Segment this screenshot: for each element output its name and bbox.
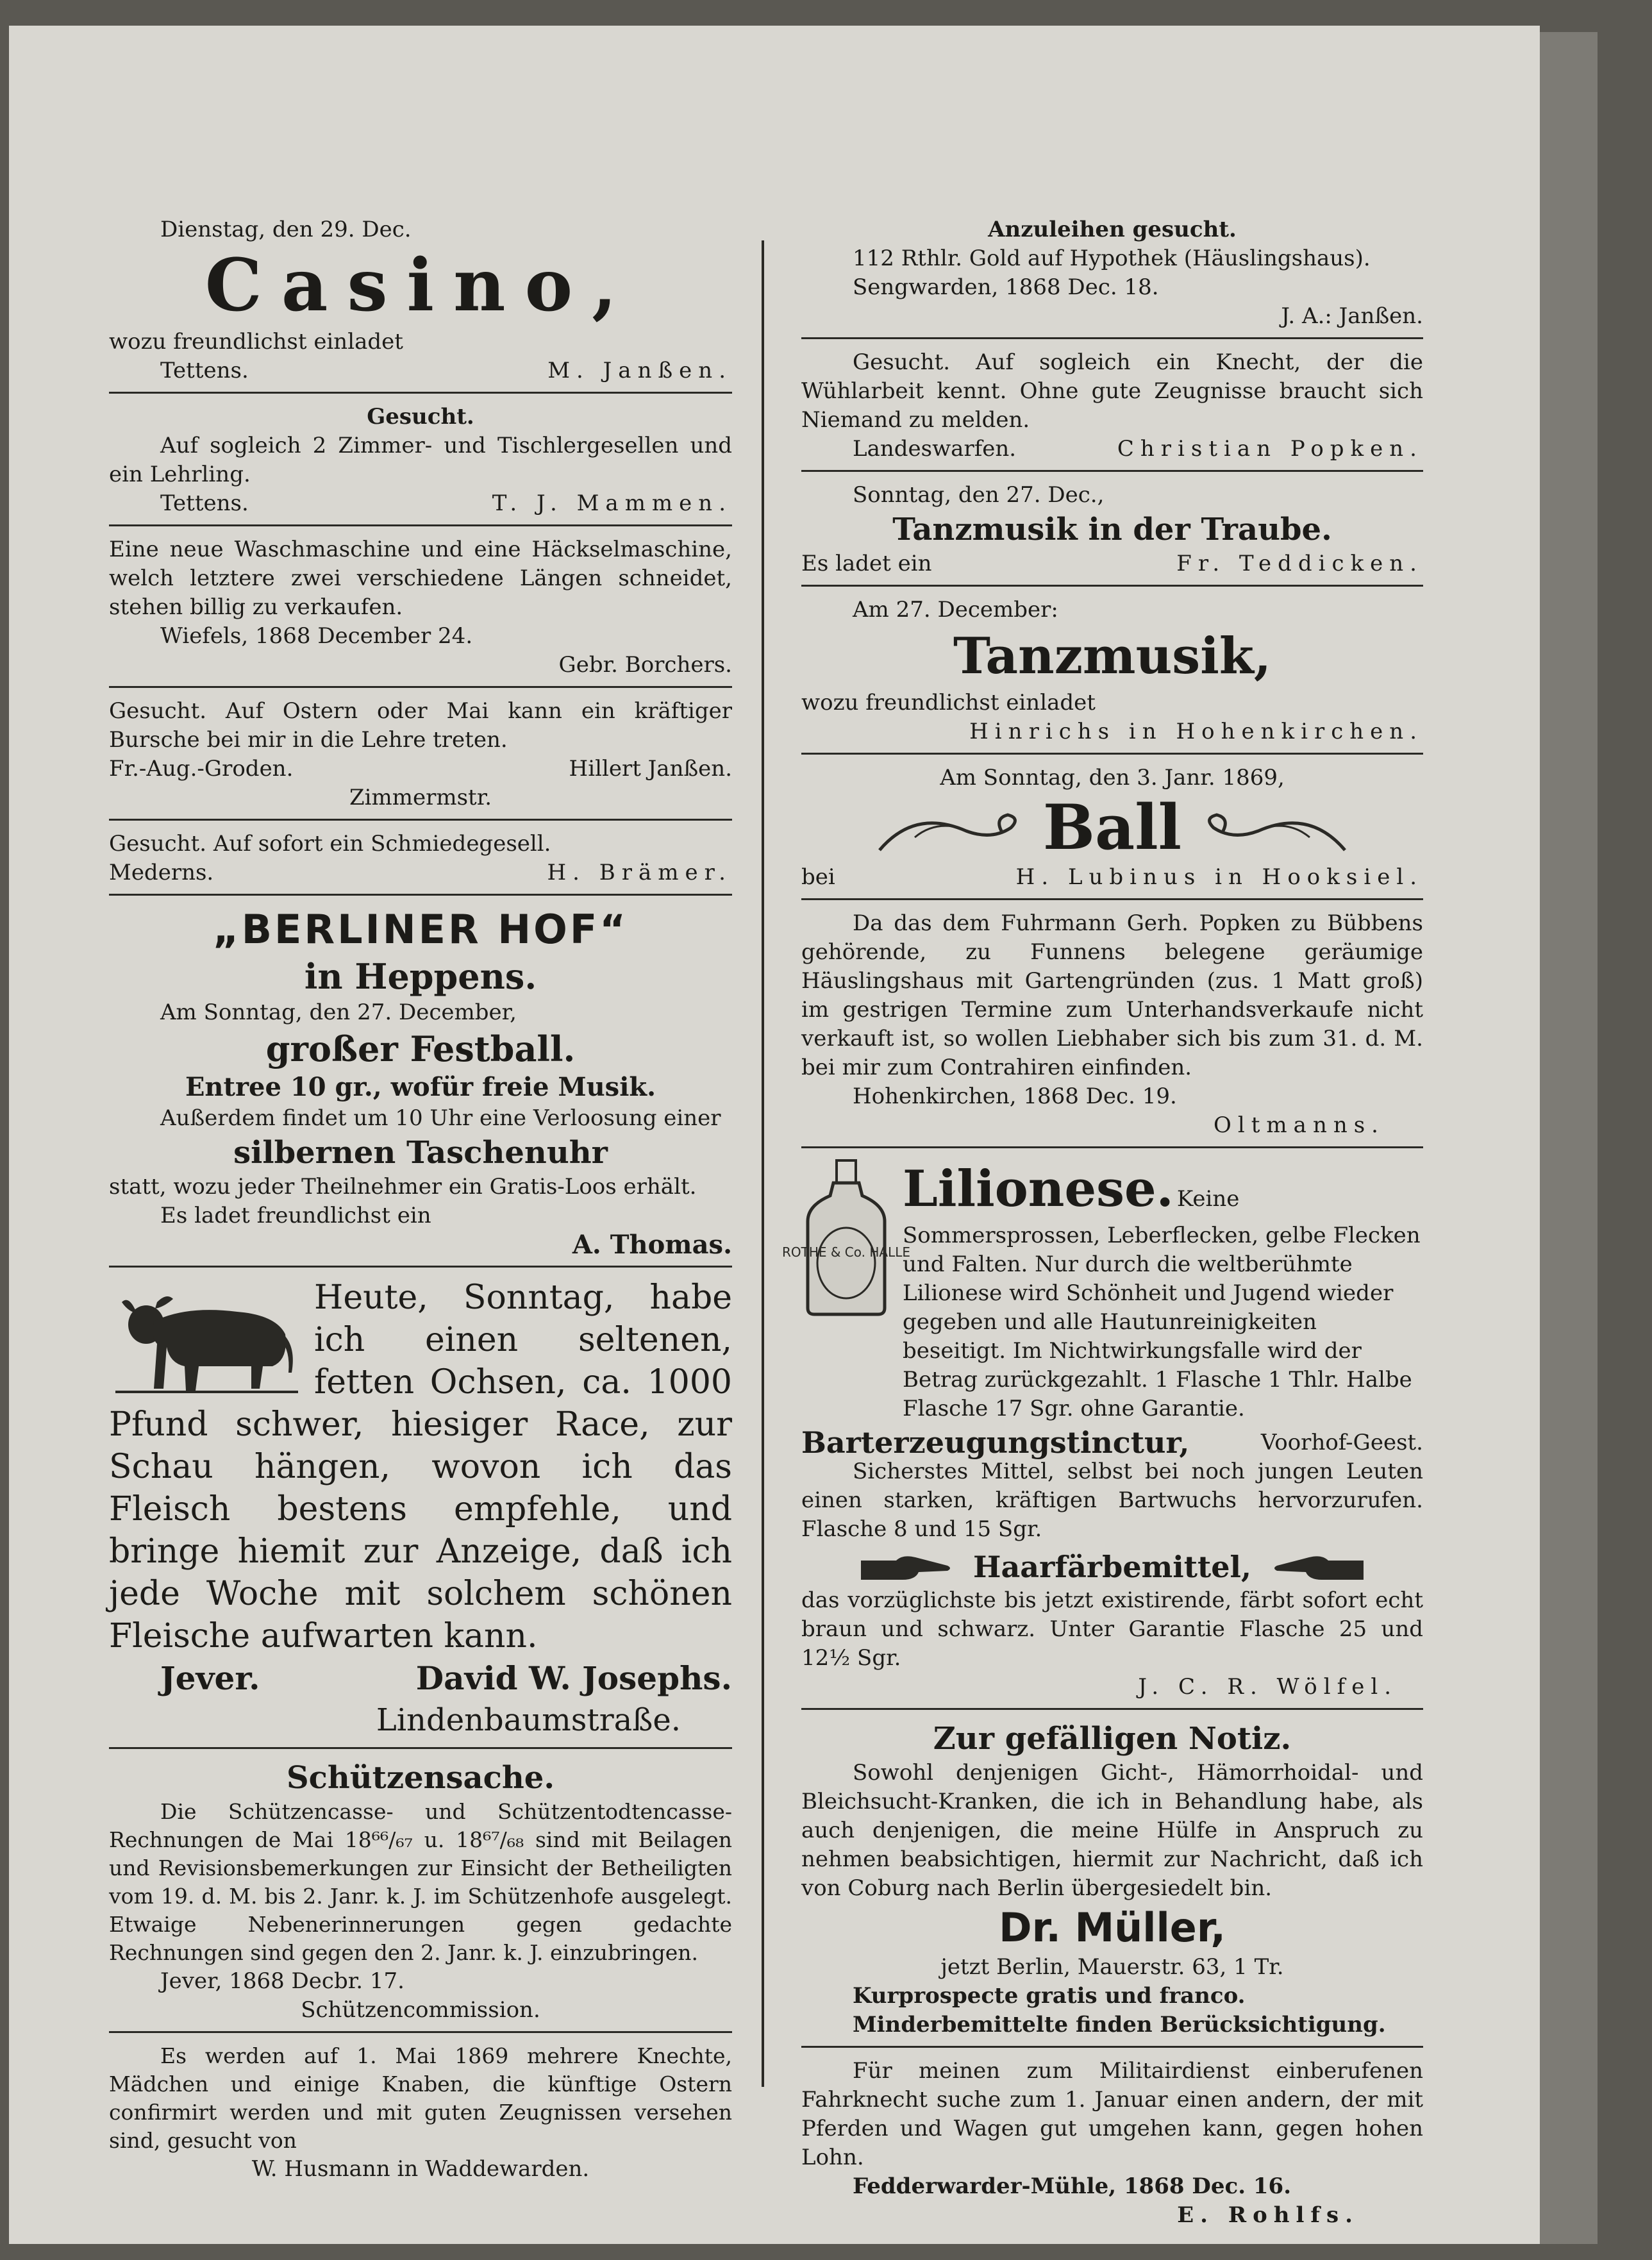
gesucht3-text: Gesucht. Auf sofort ein Schmiedegesell. <box>109 831 551 857</box>
pointing-hand-right-icon <box>858 1548 954 1586</box>
mueller-name: Dr. Müller, <box>999 1904 1226 1951</box>
anzuleihen-title: Anzuleihen gesucht. <box>988 217 1237 242</box>
ball-title: Ball <box>1042 791 1182 864</box>
lilionese-text: Keine Sommersprossen, Leberflecken, gelbe Flecken und Falten. Nur durch die weltberühmte Lilionese wird Schönheit und Jugend wieder gegeben und alle Hautunreinigkeiten beseitigt. Im Nichtwirkungsfalle wird der Betrag zurückgezahlt. 1 Flasche 1 Thlr. Halbe Flasche 17 Sgr. ohne Garantie. <box>903 1186 1421 1421</box>
tanzmusik-invite: wozu freundlichst einladet <box>801 690 1096 716</box>
ball-date: Am Sonntag, den 3. Janr. 1869, <box>940 765 1285 791</box>
pointing-hand-left-icon <box>1271 1548 1367 1586</box>
haeuslingshaus-dateline: Hohenkirchen, 1868 Dec. 19. <box>853 1084 1177 1109</box>
berliner-hof-subtitle: in Heppens. <box>304 956 537 997</box>
bart-text: Sicherstes Mittel, selbst bei noch jungen Leuten einen starken, kräftigen Bartwuchs hervorzurufen. Flasche 8 und 15 Sgr. <box>801 1459 1423 1542</box>
gesucht2-name: Hillert Janßen. <box>569 756 732 782</box>
ball-name: H. Lubinus in Hooksiel. <box>1015 864 1423 890</box>
anzuleihen-name: J. A.: Janßen. <box>1281 303 1423 329</box>
waschmaschine-name: Gebr. Borchers. <box>558 652 732 678</box>
traube-title: Tanzmusik in der Traube. <box>892 512 1332 548</box>
lilionese-name: J. C. R. Wölfel. <box>1138 1674 1398 1700</box>
mueller-address: jetzt Berlin, Mauerstr. 63, 1 Tr. <box>940 1954 1284 1980</box>
casino-title: Casino, <box>204 244 637 328</box>
fahrknecht-dateline: Fedderwarder-Mühle, 1868 Dec. 16. <box>853 2173 1292 2199</box>
gesucht1-ad <box>109 399 732 526</box>
gesucht1-text: Auf sogleich 2 Zimmer- und Tischlergesellen und ein Lehrling. <box>109 433 732 487</box>
ox-illustration <box>109 1276 301 1398</box>
ochsen-place: Jever. <box>160 1659 260 1697</box>
tanzmusik-title: Tanzmusik, <box>953 627 1272 685</box>
flourish-left-icon <box>876 802 1024 853</box>
gesucht2-text: Gesucht. Auf Ostern oder Mai kann ein kräftiger Bursche bei mir in die Lehre treten. <box>109 698 732 753</box>
berliner-hof-ad <box>109 901 732 1268</box>
haar-text: das vorzüglichste bis jetzt existirende, färbt sofort echt braun und schwarz. Unter Garantie Flasche 25 und 12½ Sgr. <box>801 1587 1423 1671</box>
berliner-hof-title: „BERLINER HOF“ <box>213 906 628 953</box>
anzuleihen-text: 112 Rthlr. Gold auf Hypothek (Häuslingshaus). <box>853 246 1371 271</box>
gesucht1-title: Gesucht. <box>367 404 474 430</box>
page-edge <box>1540 32 1598 2244</box>
berliner-hof-date: Am Sonntag, den 27. December, <box>160 1000 517 1025</box>
schuetzen-ad <box>109 1754 732 2033</box>
bottle-label: ROTHE & Co. HALLE <box>781 1244 911 1260</box>
gesucht3-name: H. Brämer. <box>547 860 732 885</box>
traube-ad <box>801 477 1423 587</box>
knechte-name: W. Husmann in Waddewarden. <box>251 2156 590 2182</box>
berliner-hof-event: großer Festball. <box>265 1028 576 1069</box>
berliner-hof-entree: Entree 10 gr., wofür freie Musik. <box>185 1072 656 1102</box>
mueller-line1: Kurprospecte gratis und franco. <box>853 1983 1246 2009</box>
ochsen-street: Lindenbaumstraße. <box>376 1702 681 1738</box>
schuetzen-title: Schützensache. <box>286 1760 555 1796</box>
knecht-place: Landeswarfen. <box>853 436 1017 462</box>
fahrknecht-text: Für meinen zum Militairdienst einberufenen Fahrknecht suche zum 1. Januar einen andern, der mit Pferden und Wagen gut umgehen kann, gegen hohen Lohn. <box>801 2058 1423 2170</box>
knecht-ad <box>801 344 1423 472</box>
mueller-line2: Minderbemittelte finden Berücksichtigung. <box>853 2012 1386 2038</box>
casino-place: Tettens. <box>160 358 249 383</box>
tanzmusik-ad <box>801 592 1423 755</box>
mueller-title: Zur gefälligen Notiz. <box>933 1721 1292 1757</box>
waschmaschine-ad <box>109 532 732 688</box>
gesucht1-name: T. J. Mammen. <box>492 490 732 516</box>
bottle-illustration <box>781 1157 911 1318</box>
knecht-name: Christian Popken. <box>1117 436 1423 462</box>
schuetzen-text: Die Schützencasse- und Schützentodtencasse-Rechnungen de Mai 18⁶⁶/₆₇ u. 18⁶⁷/₆₈ sind mit Beilagen und Revisionsbemerkungen zur Einsicht der Betheiligten vom 19. d. M. bis 2. Janr. k. J. im Schützenhofe ausgelegt. Etwaige Nebenerinnerungen gegen gedachte Rechnungen sind gegen den 2. Janr. k. J. einzubringen. <box>109 1799 732 1965</box>
tanzmusik-name: Hinrichs in Hohenkirchen. <box>969 719 1423 744</box>
mueller-ad <box>801 1715 1423 2048</box>
berliner-hof-prize: silbernen Taschenuhr <box>233 1135 608 1171</box>
flourish-right-icon <box>1201 802 1348 853</box>
casino-ad <box>109 212 732 394</box>
fahrknecht-name: E. Rohlfs. <box>1177 2202 1359 2228</box>
gesucht2-trade: Zimmermstr. <box>349 785 492 810</box>
ball-ad <box>801 760 1423 900</box>
fahrknecht-ad <box>801 2053 1423 2236</box>
waschmaschine-dateline: Wiefels, 1868 December 24. <box>160 623 473 649</box>
berliner-hof-name: A. Thomas. <box>572 1230 732 1260</box>
berliner-hof-invite: Es ladet freundlichst ein <box>160 1203 431 1228</box>
traube-date: Sonntag, den 27. Dec., <box>853 482 1105 508</box>
gesucht2-place: Fr.-Aug.-Groden. <box>109 756 294 782</box>
berliner-hof-text2: statt, wozu jeder Theilnehmer ein Gratis-Loos erhält. <box>109 1174 697 1200</box>
haeuslingshaus-ad <box>801 905 1423 1148</box>
ball-prefix: bei <box>801 864 835 890</box>
schuetzen-dateline: Jever, 1868 Decbr. 17. <box>160 1968 405 1994</box>
anzuleihen-dateline: Sengwarden, 1868 Dec. 18. <box>853 274 1159 300</box>
traube-name: Fr. Teddicken. <box>1176 551 1423 576</box>
ochsen-text: Heute, Sonntag, habe ich einen seltenen, fetten Ochsen, ca. 1000 Pfund schwer, hiesiger Race, zur Schau hängen, wovon ich das Fleisch bestens empfehle, und bringe hiemit zur Anzeige, daß ich jede Woche mit solchem schönen Fleische aufwarten kann. <box>109 1278 732 1655</box>
casino-invite: wozu freundlichst einladet <box>109 329 403 355</box>
traube-invite: Es ladet ein <box>801 551 932 576</box>
berliner-hof-text1: Außerdem findet um 10 Uhr eine Verloosung einer <box>160 1105 721 1131</box>
bart-title: Barterzeugungstinctur, <box>801 1425 1190 1460</box>
ochsen-ad <box>109 1273 732 1749</box>
haar-title: Haarfärbemittel, <box>973 1550 1251 1584</box>
gesucht1-place: Tettens. <box>160 490 249 516</box>
haeuslingshaus-name: Oltmanns. <box>1214 1112 1385 1138</box>
left-column <box>109 212 732 2195</box>
mueller-text: Sowohl denjenigen Gicht-, Hämorrhoidal- und Bleichsucht-Kranken, die ich in Behandlung habe, als auch denjenigen, die meine Hülfe in Anspruch zu nehmen beabsichtigen, hiermit zur Nachricht, daß ich von Coburg nach Berlin übergesiedelt bin. <box>801 1760 1423 1901</box>
ochsen-name: David W. Josephs. <box>415 1659 732 1697</box>
gesucht3-place: Mederns. <box>109 860 214 885</box>
bart-place: Voorhof-Geest. <box>1260 1430 1423 1455</box>
lilionese-ad <box>781 1153 1423 1710</box>
gesucht3-ad <box>109 826 732 896</box>
casino-name: M. Janßen. <box>547 358 732 383</box>
right-column <box>781 212 1423 2241</box>
casino-date: Dienstag, den 29. Dec. <box>160 217 412 242</box>
knechte-text: Es werden auf 1. Mai 1869 mehrere Knechte, Mädchen und einige Knaben, die künftige Ostern confirmirt werden und mit guten Zeugnissen versehen sind, gesucht von <box>109 2043 732 2153</box>
tanzmusik-date: Am 27. December: <box>853 597 1058 623</box>
knecht-text: Gesucht. Auf sogleich ein Knecht, der die Wühlarbeit kennt. Ohne gute Zeugnisse braucht sich Niemand zu melden. <box>801 349 1423 433</box>
column-divider <box>762 240 764 2087</box>
lilionese-title: Lilionese. <box>903 1160 1174 1218</box>
haeuslingshaus-text: Da das dem Fuhrmann Gerh. Popken zu Bübbens gehörende, zu Funnens belegene geräumige Häuslingshaus mit Gartengründen (zus. 1 Matt groß) im gestrigen Termine zum Unterhandsverkaufe nicht verkauft ist, so wollen Liebhaber sich bis zum 31. d. M. bei mir zum Contrahiren einfinden. <box>801 910 1423 1080</box>
schuetzen-name: Schützencommission. <box>301 1997 540 2023</box>
knechte-ad <box>109 2038 732 2190</box>
anzuleihen-ad <box>801 212 1423 339</box>
waschmaschine-text: Eine neue Waschmaschine und eine Häckselmaschine, welch letztere zwei verschiedene Längen schneidet, stehen billig zu verkaufen. <box>109 537 732 620</box>
gesucht2-ad <box>109 693 732 821</box>
